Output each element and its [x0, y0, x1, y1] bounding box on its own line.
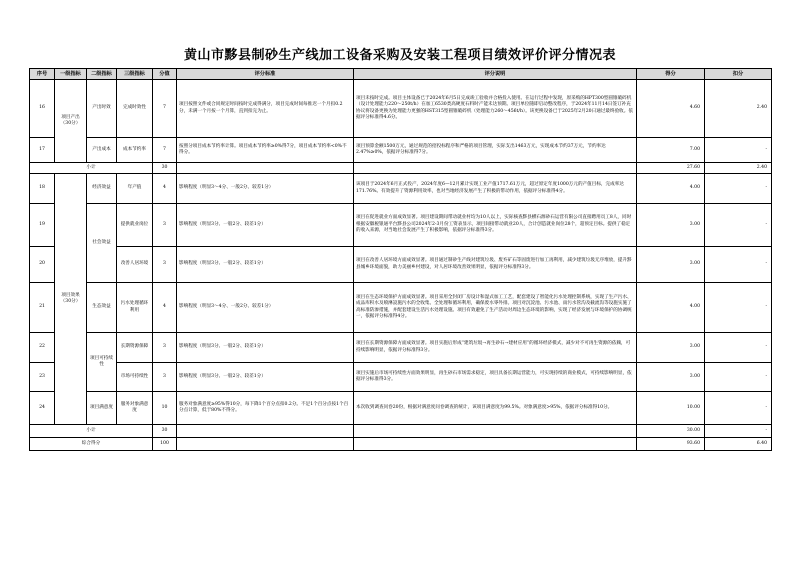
row-no: 17	[30, 138, 55, 163]
deduct-cell: -	[705, 363, 772, 392]
got-cell: 3.00	[637, 363, 705, 392]
level2-cell: 经济效益	[87, 174, 117, 204]
deduct-cell: -	[705, 283, 772, 333]
total-deduct: 6.40	[705, 438, 772, 451]
score-cell: 3	[153, 333, 177, 363]
subtotal-deduct: 2.40	[705, 163, 772, 174]
level3-cell: 提供就业岗位	[117, 204, 153, 247]
explain-cell: 项目在改善人居环境方面成效显著。项目通过制砂生产线对建筑垃圾、废弃矿石等固废进行加工再利用，减少建筑垃圾无序堆放，提升黟县城乡环境面貌，助力美丽乡村建设，对人居环境改善效果明显，依据评分标准得3分。	[354, 247, 637, 283]
total-got: 93.60	[637, 438, 705, 451]
deduct-cell: -	[705, 174, 772, 204]
deduct-cell: -	[705, 138, 772, 163]
deduct-cell: 2.40	[705, 80, 772, 138]
deduct-cell: -	[705, 204, 772, 247]
evaluation-table	[29, 68, 772, 451]
table-row	[30, 80, 772, 138]
subtotal-score: 30	[153, 425, 177, 438]
standard-cell: 按照分项目成本节约率计算。项目成本节约率≥0%得7分，项目成本节约率<0%不得分。	[177, 138, 354, 163]
row-no: 18	[30, 174, 55, 204]
row-no: 19	[30, 204, 55, 247]
standard-cell: 项目按照文件或合同规定时间按时完成得满分，项目完成时间每推迟一个月扣0.2分，未满一个月按一个月算，直到扣完为止。	[177, 80, 354, 138]
standard-cell: 服务对象满意度≥95%得10分，每下降1个百分点扣0.2分。不足1个百分点按1个百分点计算，低于80%不得分。	[177, 392, 354, 425]
standard-cell: 影响程度（明显3分、一般2分、较差1分）	[177, 333, 354, 363]
level2-cell: 生态效益	[87, 283, 117, 333]
subtotal-got: 27.60	[637, 163, 705, 174]
table-row	[30, 392, 772, 425]
total-label: 综合得分	[30, 438, 153, 451]
score-cell: 3	[153, 247, 177, 283]
subtotal-got: 30.00	[637, 425, 705, 438]
standard-cell: 影响程度（明显3分、一般2分、较差1分）	[177, 204, 354, 247]
subtotal-row	[30, 163, 772, 174]
header-level3: 三级指标	[117, 69, 153, 80]
level2-cell: 产出成本	[87, 138, 117, 163]
got-cell: 3.00	[637, 247, 705, 283]
level3-cell: 成本节约率	[117, 138, 153, 163]
total-score: 100	[153, 438, 177, 451]
explain-cell: 项目预算金额1500万元，通过规范的招投标程序和严格的项目管理，实际支出1463万元，实现成本节约37万元，节约率达2.47%≥0%，依据评分标准得7分。	[354, 138, 637, 163]
subtotal-label: 小计	[30, 163, 153, 174]
header-standard: 评分标准	[177, 69, 354, 80]
header-level2: 二级指标	[87, 69, 117, 80]
row-no: 23	[30, 363, 55, 392]
table-row	[30, 204, 772, 247]
explain-cell: 本次收到调查问卷20份，根据对满意度问卷调查的统计，该项目满意度为99.5%。对象满意度>95%，依据评分标准得10分。	[354, 392, 637, 425]
page-title: 黄山市黟县制砂生产线加工设备采购及安装工程项目绩效评价评分情况表	[183, 48, 616, 63]
explain-cell: 该项目于2024年6月正式投产，2024年度6—12月累计实现工业产值1717.61万元，超过原定年度1000万元的产值目标，完成率达171.76%。有效提升了资源利用效率，也对当地经济发展产生了积极的带动作用，依据评分标准得4分。	[354, 174, 637, 204]
explain-cell: 项目在长期资源保障方面成效显著。项目实施后形成“建筑垃圾→再生砂石→建材应用”的循环经济模式，减少对不可再生资源的依赖，可持续影响明显，依据评分标准得3分。	[354, 333, 637, 363]
table-row	[30, 138, 772, 163]
row-no: 24	[30, 392, 55, 425]
header-score: 分值	[153, 69, 177, 80]
header-explain: 评分说明	[354, 69, 637, 80]
header-deduct: 扣分	[705, 69, 772, 80]
level3-cell: 年产值	[117, 174, 153, 204]
explain-cell: 项目实施后市场可持续性方面效果明显，再生砂石市场需求稳定，项目具备长期运营能力，可实现持续的商业模式，可持续影响明显，依据评分标准得3分。	[354, 363, 637, 392]
level3-cell: 服务对象满意度	[117, 392, 153, 425]
got-cell: 10.00	[637, 392, 705, 425]
row-no: 21	[30, 283, 55, 333]
standard-cell: 影响程度（明显3分、一般2分、较差1分）	[177, 363, 354, 392]
deduct-cell: -	[705, 392, 772, 425]
table-row	[30, 363, 772, 392]
score-cell: 7	[153, 80, 177, 138]
deduct-cell: -	[705, 247, 772, 283]
deduct-cell: -	[705, 333, 772, 363]
standard-cell: 影响程度（明显3分、一般2分、较差1分）	[177, 247, 354, 283]
level1-cell: 项目效果（30分）	[55, 174, 87, 425]
total-row	[30, 438, 772, 451]
got-cell: 3.00	[637, 333, 705, 363]
got-cell: 4.00	[637, 283, 705, 333]
score-cell: 4	[153, 283, 177, 333]
header-no: 序号	[30, 69, 55, 80]
score-cell: 4	[153, 174, 177, 204]
got-cell: 7.00	[637, 138, 705, 163]
level2-cell: 项目满意度	[87, 392, 117, 425]
subtotal-deduct: -	[705, 425, 772, 438]
header-row	[30, 69, 772, 80]
level2-cell: 社会效益	[87, 204, 117, 283]
level3-cell: 长期资源保障	[117, 333, 153, 363]
row-no: 20	[30, 247, 55, 283]
score-cell: 10	[153, 392, 177, 425]
row-no: 22	[30, 333, 55, 363]
header-level1: 一级指标	[55, 69, 87, 80]
got-cell: 4.00	[637, 174, 705, 204]
level2-cell: 产出时效	[87, 80, 117, 138]
explain-cell: 项目未按时完成。项目主体设备已于2024年6月5日完成竣工验收并合格投入使用。在运行过程中发现，原采购的HPT300型圆锥破碎机（设计处理能力220～250t/h）在加工6530类高硬度石料时产能未达预期。项目单位随即启动整改程序，于2024年11月14日签订补充协议将设备更换为处理能力更强的HST315型圆锥破碎机（处理能力260～456t/h）。该更换设备已于2025年2月20日通过最终验收。依据评分标准得4.6分。	[354, 80, 637, 138]
standard-cell: 影响程度（明显3～4分、一般2分、较差1分）	[177, 174, 354, 204]
score-cell: 3	[153, 363, 177, 392]
got-cell: 3.00	[637, 204, 705, 247]
level2-cell: 项目可持续性	[87, 333, 117, 392]
subtotal-label: 小计	[30, 425, 153, 438]
explain-cell: 项目在生态环境保护方面成效显著。项目采用全封闭厂房设计和湿式加工工艺，配套建设了智能化污水处理控制系统，实现了生产污水、成品库积水及喷淋設施污水的全收集、全处理和循环利用，确保废水零外排。项目对沉淀池、污水池、雨污水管沟及截流沟等设施实施了高标准防渗措施，并配套建设生活污水处理设施。项目有效避免了生产活动对周边生态环境的影响，实现了经济发展与环境保护的协调统一，依据评分标准得4分。	[354, 283, 637, 333]
level3-cell: 改善人居环境	[117, 247, 153, 283]
standard-cell: 影响程度（明显3～4分、一般2分、较差1分）	[177, 283, 354, 333]
subtotal-row	[30, 425, 772, 438]
table-row	[30, 333, 772, 363]
header-got: 得分	[637, 69, 705, 80]
level3-cell: 污水处理循环利用	[117, 283, 153, 333]
table-row	[30, 283, 772, 333]
table-row	[30, 247, 772, 283]
row-no: 16	[30, 80, 55, 138]
level3-cell: 完成时效性	[117, 80, 153, 138]
explain-cell: 项目在促进就业方面成效显著。项目建设期间带动就业村均为10人以上，实际核查黟县横石源砂石运营有限公司直接聘用员工8人，同时根据安徽税银通平台黟县公司2024年2-3月份工资表显示，项目间接带动就业20人，合计创造就业岗位28个，超预定目标。提供了稳定的收入来源，对当地社会发展产生了积极影响，依据评分标准得3分。	[354, 204, 637, 247]
score-cell: 3	[153, 204, 177, 247]
score-cell: 7	[153, 138, 177, 163]
level1-cell: 项目产出（30分）	[55, 80, 87, 163]
got-cell: 4.60	[637, 80, 705, 138]
level3-cell: 市场可持续性	[117, 363, 153, 392]
table-row	[30, 174, 772, 204]
subtotal-score: 30	[153, 163, 177, 174]
